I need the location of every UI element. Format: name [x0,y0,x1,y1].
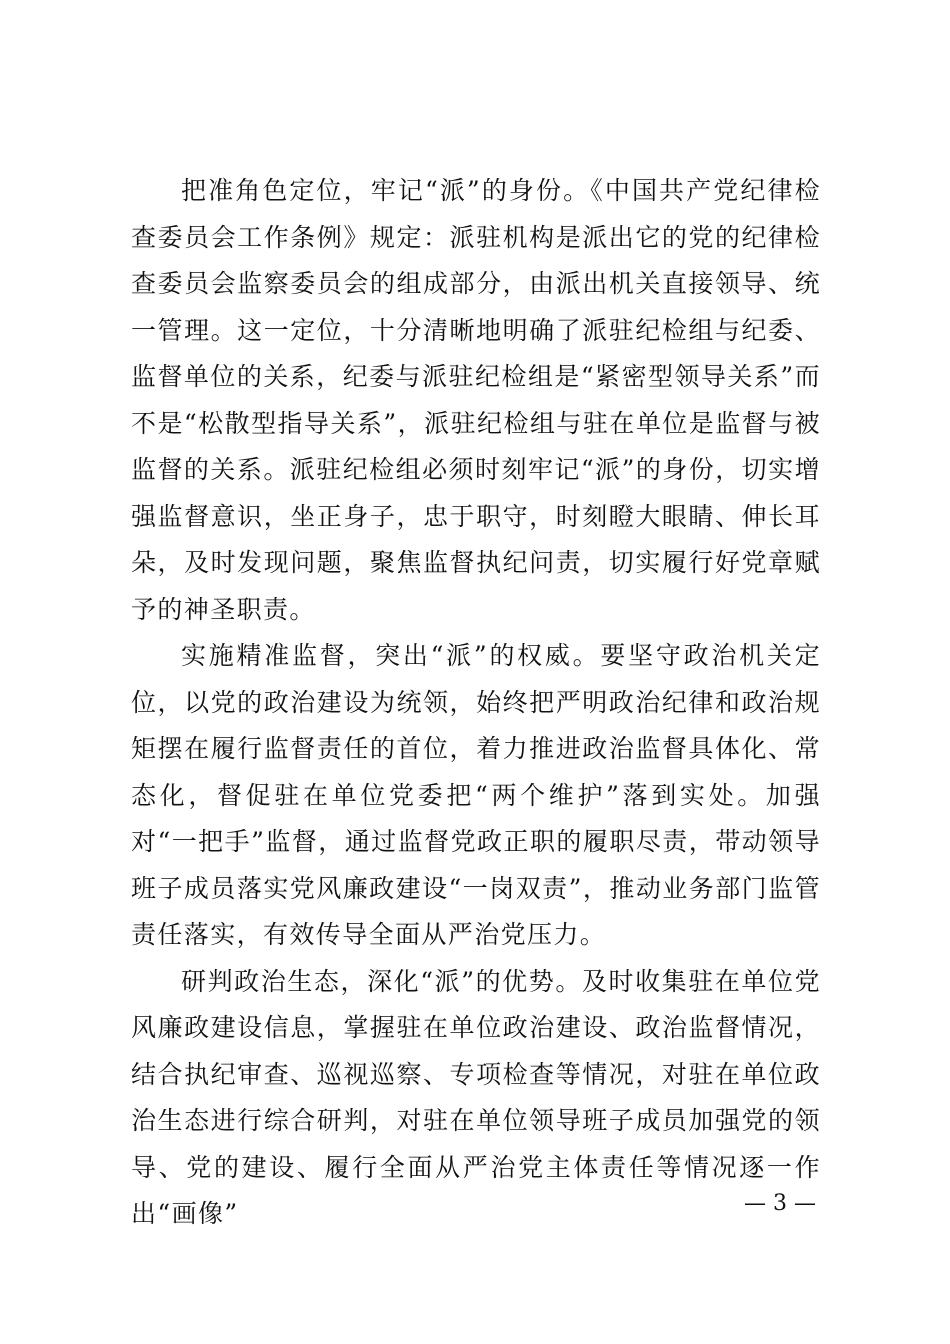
document-body [131,168,821,1238]
page-number: — 3 — [744,1191,816,1216]
paragraph-role-positioning: 把准角色定位，牢记“派”的身份。《中国共产党纪律检查委员会工作条例》规定：派驻机构是派出它的党的纪律检查委员会监察委员会的组成部分，由派出机关直接领导、统一管理。这一定位，十分清晰地明确了派驻纪检组与纪委、监督单位的关系，纪委与派驻纪检组是“紧密型领导关系”而不是“松散型指导关系”，派驻纪检组与驻在单位是监督与被监督的关系。派驻纪检组必须时刻牢记“派”的身份，切实增强监督意识，坐正身子，忠于职守，时刻瞪大眼睛、伸长耳朵，及时发现问题，聚焦监督执纪问责，切实履行好党章赋予的神圣职责。 [131,176,821,624]
paragraph-political-ecology: 研判政治生态，深化“派”的优势。及时收集驻在单位党风廉政建设信息，掌握驻在单位政治建设、政治监督情况，结合执纪审查、巡视巡察、专项检查等情况，对驻在单位政治生态进行综合研判，对驻在单位领导班子成员加强党的领导、党的建设、履行全面从严治党主体责任等情况逐一作出“画像” [131,966,821,1228]
paragraph-precise-supervision: 实施精准监督，突出“派”的权威。要坚守政治机关定位，以党的政治建设为统领，始终把严明政治纪律和政治规矩摆在履行监督责任的首位，着力推进政治监督具体化、常态化，督促驻在单位党委把“两个维护”落到实处。加强对“一把手”监督，通过监督党政正职的履职尽责，带动领导班子成员落实党风廉政建设“一岗双责”，推动业务部门监管责任落实，有效传导全面从严治党压力。 [131,641,821,949]
